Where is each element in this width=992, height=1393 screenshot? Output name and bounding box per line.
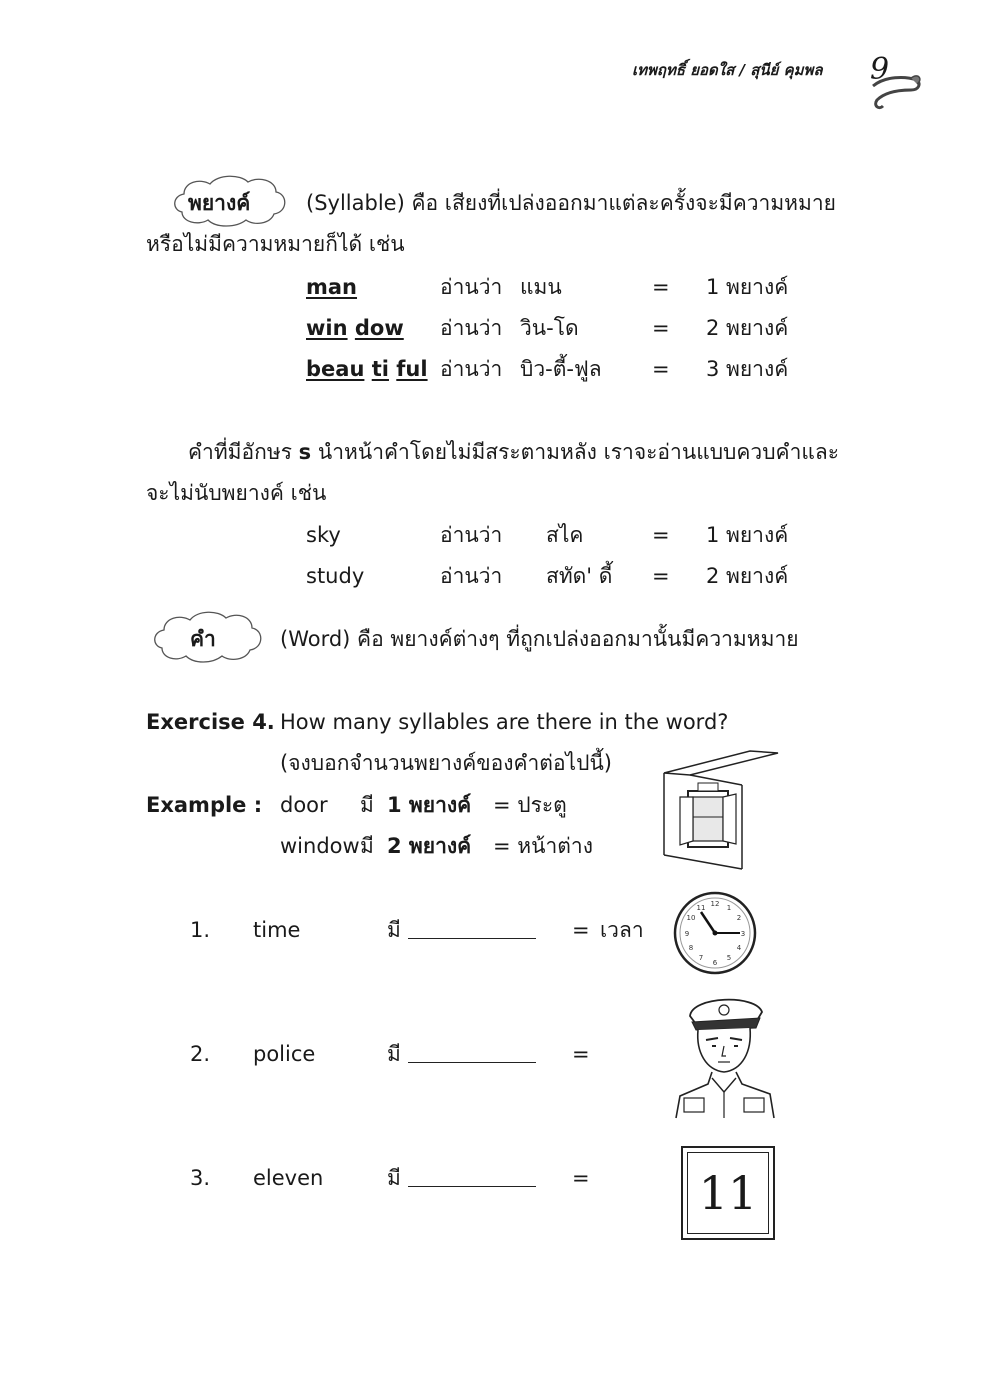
s-rule-text-b: นำหน้าคำโดยไม่มีสระตามหลัง เราจะอ่านแบบควบคำและ	[317, 440, 840, 464]
svg-text:4: 4	[736, 944, 742, 952]
answer-blank[interactable]	[408, 916, 536, 939]
svg-text:12: 12	[710, 900, 720, 908]
example-word	[306, 314, 404, 342]
item-number: 3.	[190, 1166, 211, 1190]
equals-sign: =	[652, 564, 670, 588]
word-definition: (Word) คือ พยางค์ต่างๆ ที่ถูกเปล่งออกมานั้นมีความหมาย	[280, 627, 799, 651]
svg-text:8: 8	[688, 944, 694, 952]
syllable-count: 3 พยางค์	[706, 357, 789, 381]
equals-sign: =	[652, 523, 670, 547]
exercise-label: Exercise 4.	[146, 710, 275, 734]
item-word: time	[253, 918, 301, 942]
example-word: window	[280, 834, 360, 858]
syllable-count: 2 พยางค์	[706, 564, 789, 588]
item-number: 2.	[190, 1042, 211, 1066]
equals-sign: =	[652, 357, 670, 381]
syllable-term: พยางค์	[188, 191, 251, 215]
clock-illustration	[672, 890, 758, 976]
syllable-part: ful	[396, 357, 428, 381]
eleven-box	[681, 1146, 775, 1240]
exercise-question: How many syllables are there in the word?	[280, 710, 729, 734]
exercise-question-thai: (จงบอกจำนวนพยางค์ของคำต่อไปนี้)	[280, 751, 613, 775]
equals-sign: =	[652, 275, 670, 299]
syllable-definition-line2: หรือไม่มีความหมายก็ได้ เช่น	[146, 232, 405, 256]
reads-as-label: อ่านว่า	[440, 523, 503, 547]
has-label: มี	[387, 1166, 401, 1190]
page-number: 9	[870, 52, 890, 87]
example-label: Example :	[146, 793, 263, 817]
item-word: police	[253, 1042, 316, 1066]
thai-reading: วิน-โด	[520, 316, 579, 340]
thai-reading: สทัด' ดี้	[546, 564, 613, 588]
reads-as-label: อ่านว่า	[440, 564, 503, 588]
example-word: door	[280, 793, 328, 817]
syllable-count: 2 พยางค์	[387, 834, 472, 858]
svg-text:2: 2	[736, 914, 742, 922]
syllable-definition-line1: (Syllable) คือ เสียงที่เปล่งออกมาแต่ละครั้งจะมีความหมาย	[306, 191, 836, 215]
svg-text:11: 11	[696, 904, 706, 912]
reads-as-label: อ่านว่า	[440, 316, 503, 340]
thai-reading: สไค	[546, 523, 584, 547]
eleven-number: 11	[698, 1166, 758, 1220]
s-rule-letter: s	[298, 440, 312, 464]
svg-text:5: 5	[726, 954, 732, 962]
syllable-count: 2 พยางค์	[706, 316, 789, 340]
equals-sign: =	[572, 1042, 590, 1066]
has-label: มี	[360, 793, 374, 817]
syllable-part: dow	[354, 316, 404, 340]
thai-reading: แมน	[520, 275, 562, 299]
has-label: มี	[360, 834, 374, 858]
reads-as-label: อ่านว่า	[440, 357, 503, 381]
has-label: มี	[387, 1042, 401, 1066]
has-label: มี	[387, 918, 401, 942]
s-rule-line1	[188, 438, 839, 466]
example-word: sky	[306, 523, 341, 547]
svg-text:6: 6	[712, 959, 718, 967]
svg-text:9: 9	[684, 930, 690, 938]
word-meaning: เวลา	[600, 918, 644, 942]
s-rule-text-a: คำที่มีอักษร	[188, 440, 292, 464]
reads-as-label: อ่านว่า	[440, 275, 503, 299]
item-number: 1.	[190, 918, 211, 942]
syllable-part: ti	[371, 357, 389, 381]
svg-text:1: 1	[726, 904, 732, 912]
equals-sign: =	[652, 316, 670, 340]
example-word	[306, 355, 428, 383]
police-illustration	[672, 988, 778, 1120]
svg-text:7: 7	[698, 954, 704, 962]
equals-sign: =	[572, 1166, 590, 1190]
svg-text:3: 3	[740, 930, 746, 938]
syllable-count: 1 พยางค์	[387, 793, 472, 817]
syllable-part: win	[306, 316, 348, 340]
syllable-part: man	[306, 275, 358, 299]
syllable-count: 1 พยางค์	[706, 275, 789, 299]
answer-blank[interactable]	[408, 1040, 536, 1063]
svg-text:10: 10	[686, 914, 696, 922]
s-rule-line2: จะไม่นับพยางค์ เช่น	[146, 481, 327, 505]
window-illustration	[660, 745, 782, 873]
author-header: เทพฤทธิ์ ยอดใส / สุนีย์ คุมพล	[632, 61, 823, 79]
syllable-count: 1 พยางค์	[706, 523, 789, 547]
answer-blank[interactable]	[408, 1164, 536, 1187]
equals-sign: =	[572, 918, 590, 942]
word-meaning: = หน้าต่าง	[493, 834, 593, 858]
thai-reading: บิว-ตี้-ฟูล	[520, 357, 602, 381]
example-word: study	[306, 564, 365, 588]
example-word	[306, 273, 357, 301]
word-meaning: = ประตู	[493, 793, 567, 817]
syllable-part: beau	[306, 357, 365, 381]
item-word: eleven	[253, 1166, 324, 1190]
word-term: คำ	[190, 627, 216, 651]
